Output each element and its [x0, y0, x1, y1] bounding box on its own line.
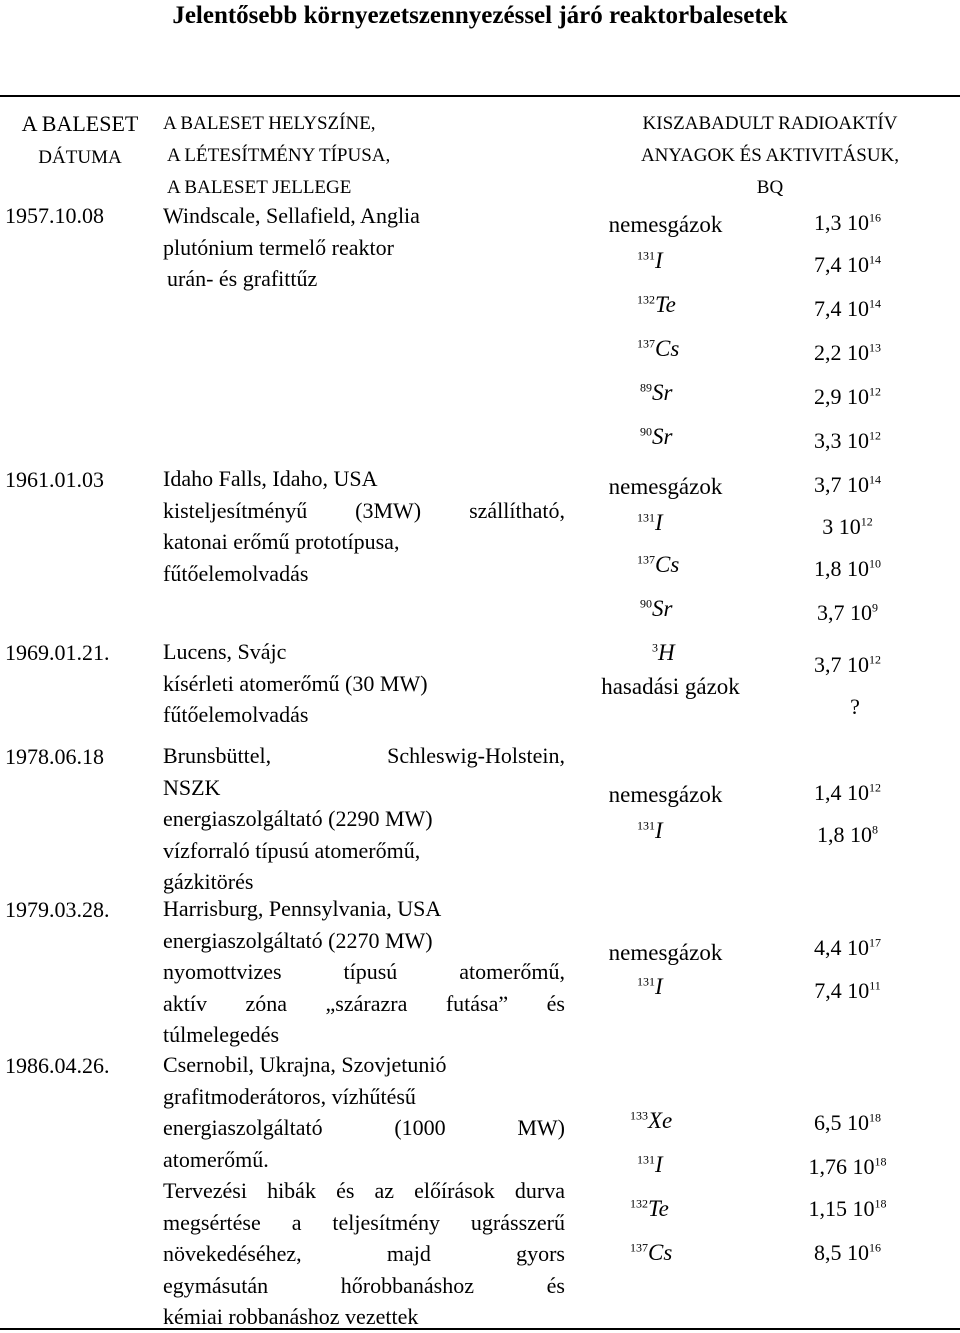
material-activity: 8,5 $10^{16}$ — [814, 1240, 881, 1265]
header-rule — [0, 95, 960, 97]
accident-date: 1979.03.28. — [5, 897, 110, 922]
material-isotope: $^{133}$Xe — [630, 1108, 673, 1133]
accident-description — [163, 740, 565, 898]
description-line: plutónium termelő reaktor — [163, 234, 394, 260]
description-line: vízforraló típusú atomerőmű, — [163, 837, 421, 863]
material-activity: 1,76 $10^{18}$ — [808, 1154, 887, 1179]
material-name: nemesgázok — [608, 474, 723, 499]
material-isotope: $^{90}$Sr — [640, 424, 673, 449]
material-activity: 4,4 $10^{17}$ — [814, 935, 881, 960]
description-line: energiaszolgáltató (2290 MW) — [163, 806, 433, 831]
header-release — [590, 108, 950, 204]
material-isotope: $^{137}$Cs — [637, 336, 680, 361]
accident-date: 1986.04.26. — [5, 1053, 110, 1078]
description-line: fűtőelemolvadás — [163, 702, 309, 727]
description-line: Idaho Falls, Idaho, USA — [163, 466, 378, 491]
material-isotope: $^{131}$I — [637, 1152, 663, 1177]
description-line: katonai erőmű prototípusa, — [163, 529, 400, 554]
header-date-line-2: DÁTUMA — [38, 147, 122, 168]
material-isotope: $^{137}$Cs — [637, 552, 680, 577]
material-isotope: $^3$H — [652, 640, 675, 665]
accident-date: 1961.01.03 — [5, 467, 104, 492]
description-line: energiaszolgáltató (1000 MW) — [163, 1115, 565, 1140]
accident-description — [163, 893, 565, 1051]
material-activity: 7,4 $10^{11}$ — [814, 978, 881, 1003]
description-line: gázkitörés — [163, 869, 254, 894]
material-activity: 3,7 $10^{14}$ — [814, 472, 881, 497]
material-isotope: $^{89}$Sr — [640, 380, 673, 405]
accident-description — [163, 463, 565, 589]
description-line: urán- és grafittűz — [167, 266, 318, 291]
description-line: növekedéséhez, majd gyors — [163, 1241, 565, 1266]
header-release-line-3: BQ — [756, 177, 784, 198]
page-title: Jelentősebb környezetszennyezéssel járó reaktorbalesetek — [172, 2, 788, 29]
description-line: kisteljesítményű (3MW) szállítható, — [163, 497, 565, 523]
description-line: túlmelegedés — [163, 1022, 280, 1047]
accident-date: 1957.10.08 — [5, 203, 104, 228]
material-activity: 3,7 $10^9$ — [817, 600, 878, 625]
material-isotope: $^{137}$Cs — [630, 1240, 673, 1265]
material-activity: 3,7 $10^{12}$ — [814, 652, 881, 677]
material-isotope: $^{131}$I — [637, 818, 663, 843]
material-isotope: $^{90}$Sr — [640, 596, 673, 621]
description-line: NSZK — [163, 774, 221, 800]
material-activity: 1,4 $10^{12}$ — [814, 780, 881, 805]
material-activity: 1,15 $10^{18}$ — [808, 1196, 887, 1221]
description-line: aktív zóna „szárazra futása” és — [163, 990, 565, 1016]
material-isotope: $^{132}$Te — [630, 1196, 669, 1221]
material-isotope: $^{131}$I — [637, 248, 663, 273]
header-date — [0, 108, 160, 174]
material-activity: 7,4 $10^{14}$ — [814, 252, 881, 277]
material-activity: 1,8 $10^8$ — [817, 822, 878, 847]
accident-date: 1978.06.18 — [5, 744, 104, 769]
description-line: kísérleti atomerőmű (30 MW) — [163, 670, 428, 696]
description-line: fűtőelemolvadás — [163, 560, 309, 586]
description-line: Brunsbüttel, Schleswig-Holstein, — [163, 743, 565, 768]
description-line: kémiai robbanáshoz vezettek — [163, 1304, 419, 1329]
description-line: energiaszolgáltató (2270 MW) — [163, 927, 433, 953]
material-isotope: $^{132}$Te — [637, 292, 676, 317]
description-line: atomerőmű. — [163, 1146, 269, 1172]
description-line: megsértése a teljesítmény ugrásszerű — [163, 1209, 565, 1235]
description-line: Harrisburg, Pennsylvania, USA — [163, 896, 442, 921]
header-location-line-2: A LÉTESÍTMÉNY TÍPUSA, — [167, 145, 391, 166]
description-line: Windscale, Sellafield, Anglia — [163, 203, 420, 228]
material-activity: ? — [850, 694, 860, 719]
description-line: egymásután hőrobbanáshoz és — [163, 1272, 565, 1298]
material-name: hasadási gázok — [601, 674, 740, 699]
material-name: nemesgázok — [608, 940, 723, 965]
accident-description — [163, 200, 565, 295]
header-release-line-1: KISZABADULT RADIOAKTÍV — [642, 113, 898, 134]
accident-description — [163, 1049, 565, 1333]
material-activity: 2,2 $10^{13}$ — [814, 340, 881, 365]
description-line: Lucens, Svájc — [163, 639, 287, 664]
material-activity: 1,3 $10^{16}$ — [814, 210, 881, 235]
material-isotope: $^{131}$I — [637, 510, 663, 535]
material-name: nemesgázok — [608, 212, 723, 237]
material-activity: 1,8 $10^{10}$ — [814, 556, 881, 581]
material-activity: 6,5 $10^{18}$ — [814, 1110, 881, 1135]
material-activity: 3 $10^{12}$ — [822, 514, 873, 539]
description-line: grafitmoderátoros, vízhűtésű — [163, 1083, 416, 1109]
header-location — [163, 108, 433, 204]
description-line: Tervezési hibák és az előírások durva — [163, 1178, 565, 1203]
description-line: Csernobil, Ukrajna, Szovjetunió — [163, 1052, 447, 1077]
accident-description — [163, 636, 565, 731]
header-location-line-3: A BALESET JELLEGE — [167, 177, 352, 198]
header-release-line-2: ANYAGOK ÉS AKTIVITÁSUK, — [640, 145, 900, 166]
description-line: nyomottvizes típusú atomerőmű, — [163, 959, 565, 984]
material-activity: 7,4 $10^{14}$ — [814, 296, 881, 321]
material-activity: 2,9 $10^{12}$ — [814, 384, 881, 409]
material-name: nemesgázok — [608, 782, 723, 807]
accident-date: 1969.01.21. — [5, 640, 110, 665]
header-location-line-1: A BALESET HELYSZÍNE, — [163, 113, 376, 134]
material-isotope: $^{131}$I — [637, 974, 663, 999]
material-activity: 3,3 $10^{12}$ — [814, 428, 881, 453]
header-date-line-1: A BALESET — [21, 111, 139, 136]
